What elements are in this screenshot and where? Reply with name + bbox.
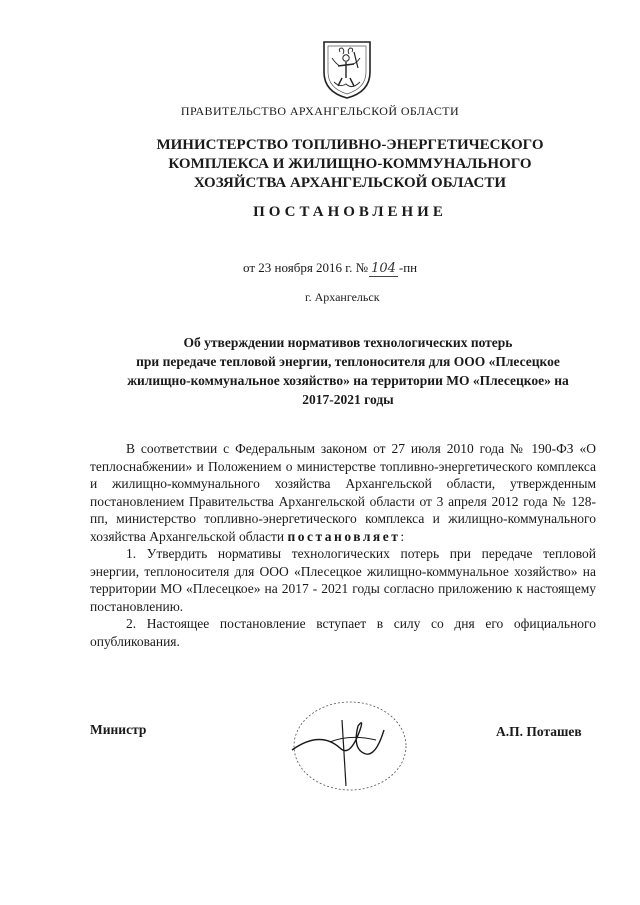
document-number: 104 — [371, 261, 396, 276]
date-prefix: от 23 ноября 2016 г. № — [243, 260, 369, 275]
ministry-line: МИНИСТЕРСТВО ТОПЛИВНО-ЭНЕРГЕТИЧЕСКОГО — [156, 137, 544, 153]
subject-line: при передаче тепловой энергии, теплоносителя для ООО «Плесецкое — [136, 354, 560, 369]
subject-line: 2017-2021 годы — [302, 392, 394, 407]
coat-of-arms-icon — [318, 38, 376, 100]
dateline — [243, 260, 417, 277]
subject-line: жилищно-коммунальное хозяйство» на территории МО «Плесецкое» на — [127, 373, 569, 388]
ministry-name — [60, 136, 640, 193]
document-body — [90, 440, 596, 650]
signatory-name: А.П. Поташев — [496, 724, 582, 739]
preamble-paragraph — [90, 440, 596, 545]
number-suffix: -пн — [398, 260, 418, 275]
document-subject — [88, 333, 608, 409]
city: г. Архангельск — [305, 290, 380, 304]
government-name: ПРАВИТЕЛЬСТВО АРХАНГЕЛЬСКОЙ ОБЛАСТИ — [180, 104, 460, 118]
signatory-title: Министр — [90, 722, 147, 737]
preamble-end: : — [400, 528, 405, 544]
item-2: 2. Настоящее постановление вступает в силу со дня его официального опубликования. — [90, 616, 596, 649]
ministry-line: КОМПЛЕКСА И ЖИЛИЩНО-КОММУНАЛЬНОГО — [168, 156, 532, 172]
item-1: 1. Утвердить нормативы технологических потерь при передаче тепловой энергии, теплоносителя для ООО «Плесецкое жилищно-коммунальное хозяйство» на территории МО «Плесецкое» на 2017 - 2021 годы согласно приложению к настоящему постановлению. — [90, 546, 596, 614]
document-type: ПОСТАНОВЛЕНИЕ — [253, 204, 447, 220]
subject-line: Об утверждении нормативов технологических потерь — [183, 335, 513, 350]
ministry-line: ХОЗЯЙСТВА АРХАНГЕЛЬСКОЙ ОБЛАСТИ — [193, 175, 507, 191]
preamble-text: В соответствии с Федеральным законом от 27 июля 2010 года № 190-ФЗ «О теплоснабжении» и Положением о министерстве топливно-энергетического комплекса и жилищно-коммунального хозяйства Архангельской области, утвержденным постановлением Правительства Архангельской области от 3 апреля 2012 года № 128-пп, министерство топливно-энергетического комплекса и жилищно-коммунального хозяйства Архангельской области — [90, 441, 596, 544]
decree-verb: постановляет — [287, 528, 401, 544]
handwritten-signature-icon — [280, 690, 410, 800]
